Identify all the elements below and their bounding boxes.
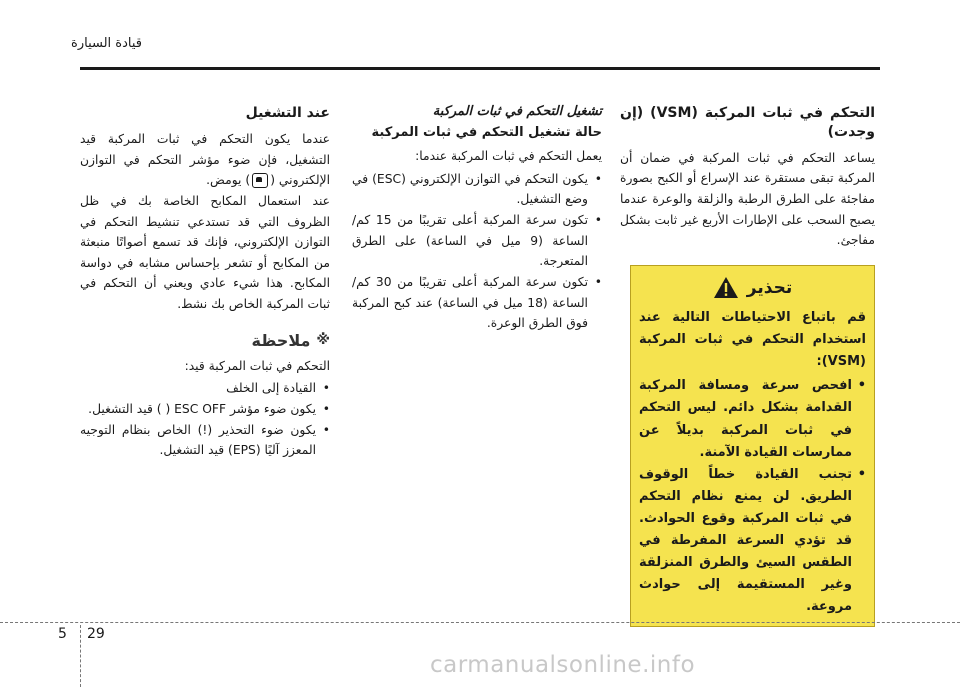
operating-text-part1: عندما يكون التحكم في ثبات المركبة قيد التشغيل، فإن ضوء مؤشر التحكم في التوازن الإلكتروني (80, 131, 330, 188)
note-item: • يكون ضوء مؤشر ESC OFF ( ) قيد التشغيل. (80, 399, 330, 420)
page-number: 29 (87, 626, 105, 642)
note-intro: التحكم في ثبات المركبة قيد: (184, 358, 330, 373)
column-vsm-operation (352, 104, 602, 334)
warning-title (639, 276, 866, 299)
esc-indicator-icon (252, 173, 268, 188)
condition-item: • تكون سرعة المركبة أعلى تقريبًا من 15 كم/ الساعة (9 ميل في الساعة) على الطرق المتعرجة. (352, 210, 602, 272)
operating-heading: عند التشغيل (245, 105, 330, 121)
note-icon: ※ (316, 332, 330, 349)
note-title-text: ملاحظة (251, 330, 311, 350)
warning-intro: قم باتباع الاحتياطات التالية عند استخدام التحكم في ثبات المركبة (VSM): (639, 310, 866, 370)
vsm-heading: التحكم في ثبات المركبة (VSM) (إن وجدت) (620, 105, 876, 140)
note-title (80, 331, 330, 350)
chapter-number: 5 (58, 626, 67, 642)
condition-item: • تكون سرعة المركبة أعلى تقريبًا من 30 كم/ الساعة (18 ميل في الساعة) عند كبح المركبة فوق الطرق الوعرة. (352, 272, 602, 334)
operating-text: عندما يكون التحكم في ثبات المركبة قيد التشغيل، فإن ضوء مؤشر التحكم في التوازن الإلكتروني () يومض. (80, 131, 330, 188)
warning-list (639, 375, 866, 618)
watermark: carmanualsonline.info (430, 652, 696, 678)
warning-triangle-icon (713, 276, 739, 299)
note-item: • يكون ضوء التحذير (!) الخاص بنظام التوجيه المعزز آليًا (EPS) قيد التشغيل. (80, 420, 330, 461)
section-title: قيادة السيارة (71, 36, 142, 51)
warning-item: • تجنب القيادة خطاً الوقوف الطريق. لن يمنع نظام التحكم في ثبات المركبة وقوع الحوادث. قد تؤدي السرعة المفرطة في الطقس السيئ والطرق المنزلقة وغير المستقيمة إلى حوادث مروعة. (639, 464, 866, 619)
footer-separator (80, 625, 81, 687)
operating-brake-text: عند استعمال المكابح الخاصة بك في ظل الظروف التي قد تستدعي تنشيط التحكم في التوازن الإلكتروني، فإنك قد تسمع أصواتًا منبعثة من المكابح أو تشعر بإحساس مشابه في دواسة المكابح. هذا شيء عادي ويعني أن التحكم في ثبات المركبة الخاص بك نشط. (80, 193, 330, 312)
vsm-description: يساعد التحكم في ثبات المركبة في ضمان أن المركبة تبقى مستقرة عند الإسراع أو الكبح بصورة مفاجئة على الطرق الرطبة والزلقة والوعرة عندما يصبح السحب على الإطارات الأربع غير ثابت بشكل مفاجئ. (620, 150, 875, 248)
note-item: • القيادة إلى الخلف (80, 378, 330, 399)
operation-conditions-list (352, 169, 602, 334)
warning-title-text: تحذير (746, 277, 793, 298)
column-vsm-intro (620, 104, 875, 627)
header-rule (80, 67, 880, 70)
operation-condition-title: حالة تشغيل التحكم في ثبات المركبة (371, 125, 602, 140)
column-when-operating (80, 104, 330, 461)
operation-intro: يعمل التحكم في ثبات المركبة عندما: (415, 149, 602, 163)
condition-item: • يكون التحكم في التوازن الإلكتروني (ESC) في وضع التشغيل. (352, 169, 602, 210)
operation-subtitle: تشغيل التحكم في ثبات المركبة (432, 104, 602, 119)
footer-rule (0, 622, 960, 623)
warning-item: • افحص سرعة ومسافة المركبة القدامة بشكل دائم. ليس التحكم في ثبات المركبة بديلاً عن ممارسات القيادة الآمنة. (639, 375, 866, 463)
note-list (80, 378, 330, 461)
warning-box (630, 265, 875, 627)
operating-text-part2: يومض. (206, 173, 242, 188)
